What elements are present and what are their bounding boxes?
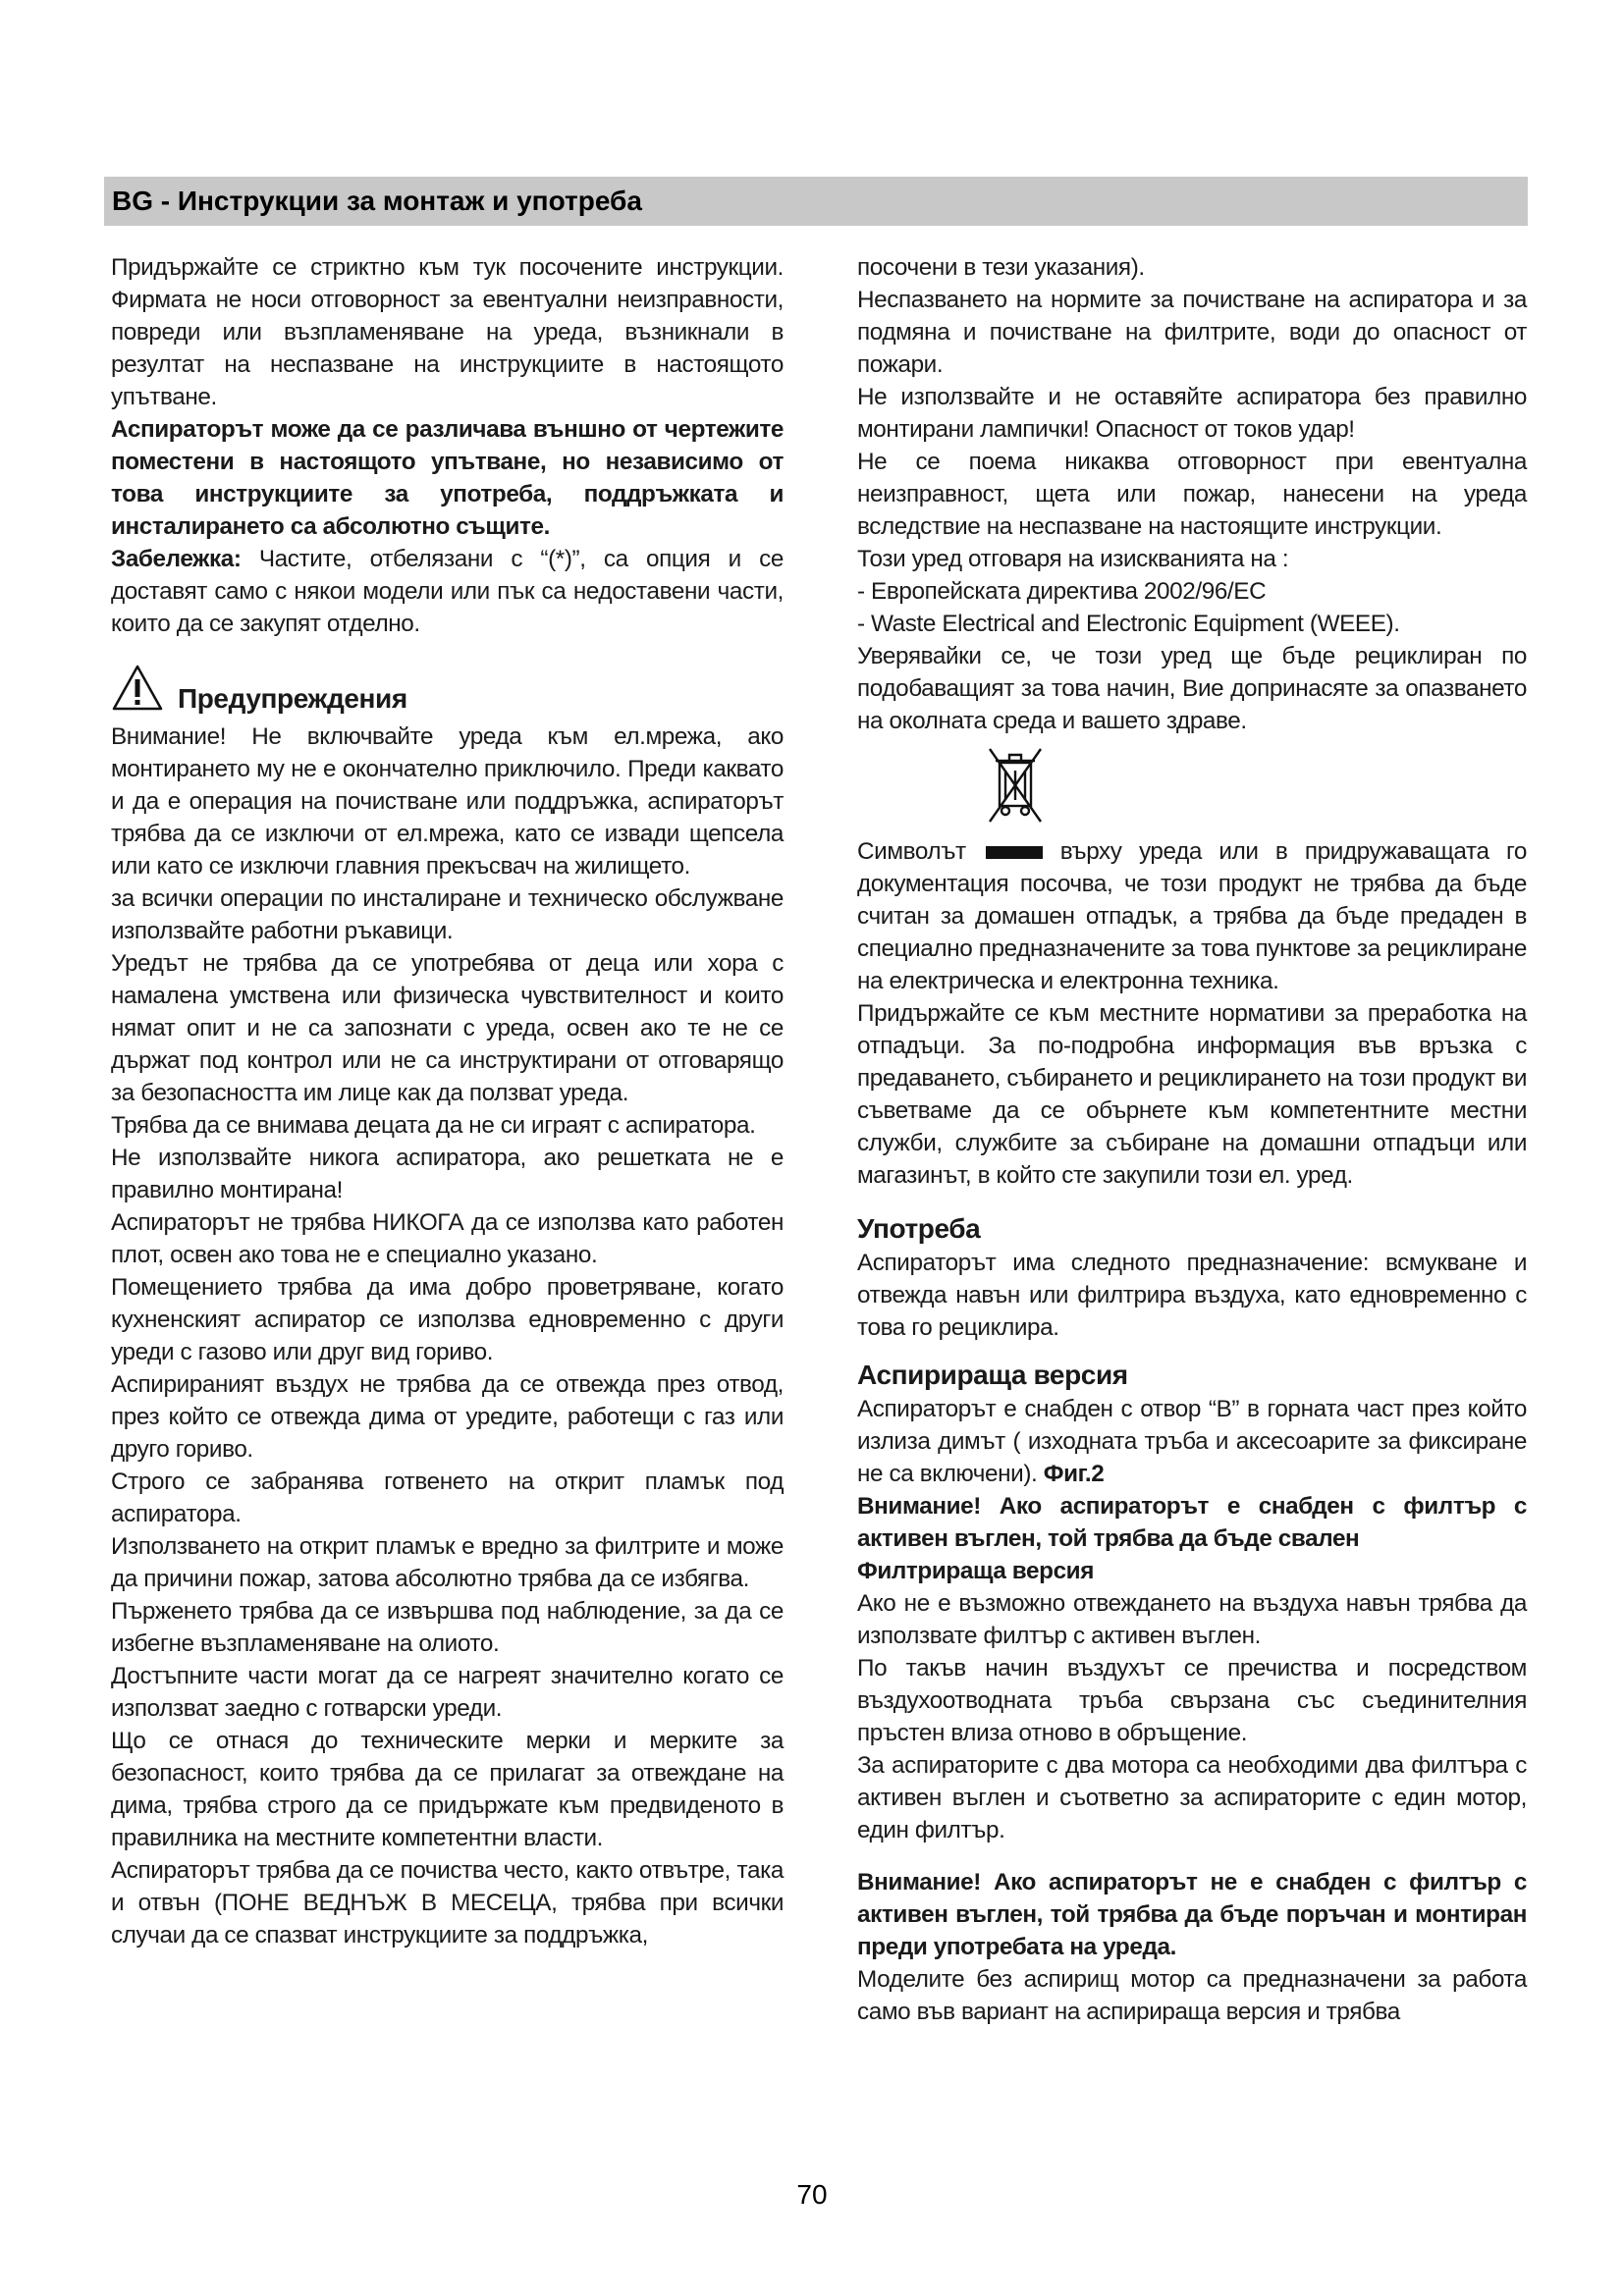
filtering-version-heading: Филтрираща версия — [857, 1558, 1094, 1584]
body-paragraph: Не използвайте и не оставяйте аспиратора без правилно монтирани лампички! Опасност от токов удар! — [857, 384, 1527, 443]
warning-paragraph: Строго се забранява готвенето на открит пламък под аспиратора. — [111, 1468, 784, 1527]
body-paragraph: Моделите без аспирищ мотор са предназначени за работа само във вариант на аспирираща версия и трябва — [857, 1966, 1527, 2025]
weee-symbol — [857, 737, 1527, 835]
warning-paragraph: за всички операции по инсталиране и техническо обслужване използвайте работни ръкавици. — [111, 885, 784, 944]
intro-paragraph: Придържайте се стриктно към тук посочените инструкции. Фирмата не носи отговорност за евентуални неизправности, повреди или възпламеняване на уреда, възникнали в резултат на неспазване на инструкциите в настоящото упътване. — [111, 254, 784, 410]
warning-paragraph: Достъпните части могат да се нагреят значително когато се използват заедно с готварски уреди. — [111, 1663, 784, 1722]
note-label: Забележка: — [111, 546, 242, 572]
warning-triangle-icon — [111, 664, 164, 713]
body-paragraph: Ако не е възможно отвеждането на въздуха навън трябва да използвате филтър с активен въглен. — [857, 1590, 1527, 1649]
left-column — [111, 251, 784, 1951]
body-paragraph: По такъв начин въздухът се пречиства и посредством въздухоотводната тръба свързана със съединителния пръстен влиза отново в обръщение. — [857, 1655, 1527, 1746]
warning-paragraph: Аспираторът трябва да се почиства често, както отвътре, така и отвън (ПОНЕ ВЕДНЪЖ В МЕСЕЦА, трябва при всички случаи да се спазват инструкциите за поддръжка, — [111, 1857, 784, 1949]
warning-paragraph: Трябва да се внимава децата да не си играят с аспиратора. — [111, 1112, 756, 1139]
warning-paragraph: Помещението трябва да има добро проветряване, когато кухненският аспиратор се използва едновременно с други уреди с газово или друг вид гориво. — [111, 1274, 784, 1365]
warning-paragraph: Използването на открит пламък е вредно за филтрите и може да причини пожар, затова абсолютно трябва да се избягва. — [111, 1533, 784, 1592]
recycling-paragraph: Уверявайки се, че този уред ще бъде рециклиран по подобаващият за това начин, Вие допринасяте за опазването на околната среда и вашето здраве. — [857, 643, 1527, 734]
symbol-post-text: върху уреда или в придружаващата го документация посочва, че този продукт не трябва да бъде считан за домашен отпадък, а трябва да бъде предаден в специално предназначените за това пунктове за рециклиране на електрическа и електронна техника. — [857, 838, 1527, 994]
warnings-heading — [111, 664, 784, 721]
note-text: Частите, отбелязани с “(*)”, са опция и се доставят само с някои модели или пък са недоставени части, които да се закупят отделно. — [111, 546, 784, 637]
warning-paragraph: Аспираторът не трябва НИКОГА да се използва като работен плот, освен ако това не е специално указано. — [111, 1209, 784, 1268]
compliance-intro: Този уред отговаря на изискванията на : — [857, 546, 1289, 572]
warnings-heading-text: Предупреждения — [178, 683, 407, 714]
usage-paragraph: Аспираторът има следното предназначение: всмукване и отвежда навън или филтрира въздуха, като едновременно с това го рециклира. — [857, 1250, 1527, 1341]
aspirating-paragraph — [857, 1393, 1527, 1490]
warning-paragraph: Уредът не трябва да се употребява от деца или хора с намалена умствена или физическа чувствителност и които нямат опит и не са запознати с уреда, освен ако те не се държат под контрол или не са инструктирани от отговарящо за безопасността им лице как да ползват уреда. — [111, 950, 784, 1106]
symbol-paragraph — [857, 835, 1527, 997]
figure-reference: Фиг.2 — [1037, 1461, 1105, 1487]
compliance-item: - Европейската директива 2002/96/ЕС — [857, 578, 1267, 605]
warning-paragraph: Пърженето трябва да се извършва под наблюдение, за да се избегне възпламеняване на олиото. — [111, 1598, 784, 1657]
usage-heading: Употреба — [857, 1213, 981, 1244]
black-bar-icon — [986, 846, 1043, 859]
body-paragraph: Не се поема никаква отговорност при евентуална неизправност, щета или пожар, нанесени на уреда вследствие на неспазване на настоящите инструкции. — [857, 449, 1527, 540]
appearance-notice: Аспираторът може да се различава външно от чертежите поместени в настоящото упътване, но независимо от това инструкциите за употреба, поддръжката и инсталирането са абсолютно същите. — [111, 416, 784, 540]
body-paragraph: За аспираторите с два мотора са необходими два филтъра с активен въглен и съответно за аспираторите с един мотор, един филтър. — [857, 1752, 1527, 1843]
warning-paragraph: Що се отнася до техническите мерки и мерките за безопасност, които трябва да се прилагат за отвеждане на дима, трябва строго да се придържате към предвиденото в правилника на местните компетентни власти. — [111, 1728, 784, 1851]
right-column — [857, 251, 1527, 2028]
carbon-filter-warning: Внимание! Ако аспираторът е снабден с филтър с активен въглен, той трябва да бъде свален — [857, 1493, 1527, 1552]
filter-order-warning: Внимание! Ако аспираторът не е снабден с филтър с активен въглен, той трябва да бъде поръчан и монтиран преди употребата на уреда. — [857, 1869, 1527, 1960]
body-paragraph: Придържайте се към местните нормативи за преработка на отпадъци. За по-подробна информация във връзка с предаването, събирането и рециклирането на този продукт ви съветваме да се обърнете към компетентните местни служби, службите за събиране на домашни отпадъци или магазинът, в който сте закупили този ел. уред. — [857, 1000, 1527, 1189]
body-paragraph: Неспазването на нормите за почистване на аспиратора и за подмяна и почистване на филтрите, води до опасност от пожари. — [857, 287, 1527, 378]
aspirating-version-heading: Аспирираща версия — [857, 1360, 1128, 1390]
section-header-bar — [104, 177, 1528, 226]
symbol-pre-text: Символът — [857, 838, 966, 865]
page-number: 70 — [796, 2179, 828, 2210]
warning-paragraph: Внимание! Не включвайте уреда към ел.мрежа, ако монтирането му не е окончателно приключило. Преди каквато и да е операция на почистване или поддръжка, аспираторът трябва да се изключи от ел.мрежа, като се извади щепсела или като се изключи главния прекъсвач на жилището. — [111, 723, 784, 880]
note-paragraph — [111, 543, 784, 640]
compliance-item: - Waste Electrical and Electronic Equipment (WEEE). — [857, 611, 1400, 637]
warning-paragraph: Аспирираният въздух не трябва да се отвежда през отвод, през който се отвежда дима от уредите, работещи с газ или друго гориво. — [111, 1371, 784, 1463]
page-title: BG - Инструкции за монтаж и употреба — [112, 186, 642, 216]
aspirating-text: Аспираторът е снабден с отвор “В” в горната част през който излиза димът ( изходната тръба и аксесоарите за фиксиране не са включени). — [857, 1396, 1527, 1487]
continued-text: посочени в тези указания). — [857, 254, 1145, 281]
crossed-bin-icon — [986, 743, 1045, 829]
warning-paragraph: Не използвайте никога аспиратора, ако решетката не е правилно монтирана! — [111, 1145, 784, 1203]
